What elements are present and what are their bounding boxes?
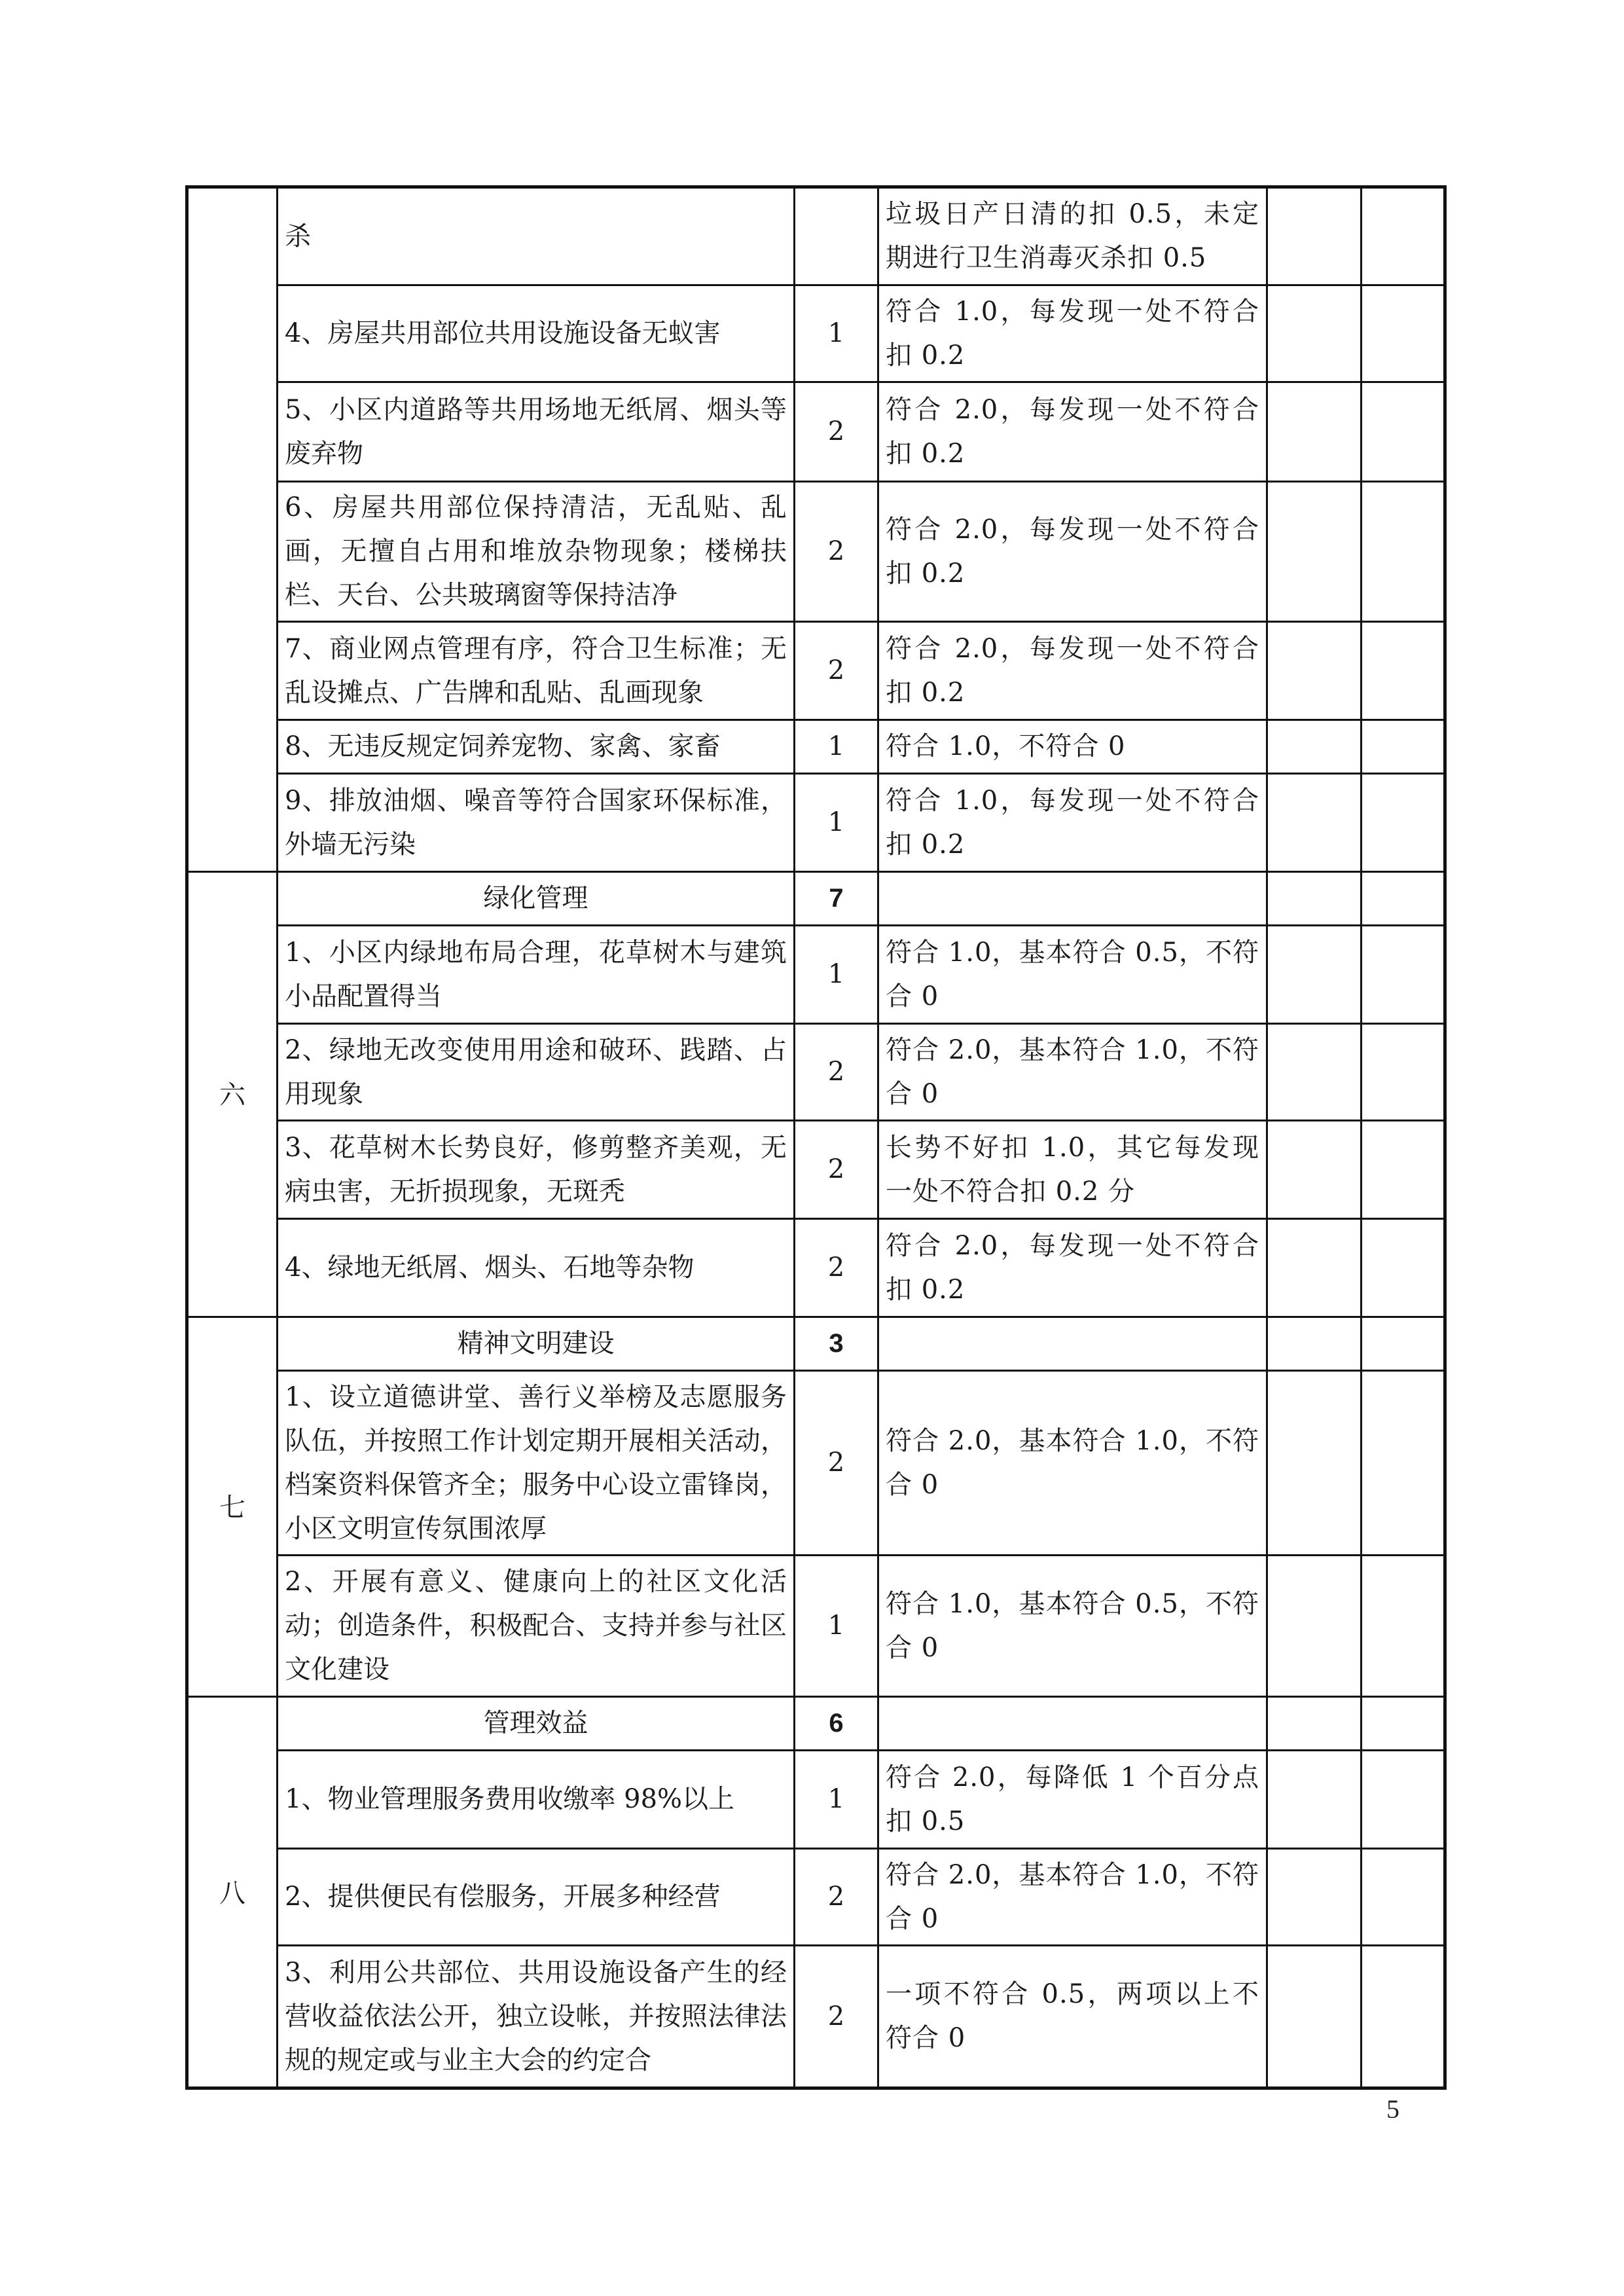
table-row (187, 926, 1445, 1024)
standard-cell-empty (878, 872, 1267, 926)
remarks-cell (1362, 1751, 1445, 1849)
section-row (187, 1317, 1445, 1371)
item-description: 杀 (278, 187, 795, 285)
remarks-cell (1362, 720, 1445, 774)
standard-cell-empty (878, 1697, 1267, 1751)
item-description: 2、绿地无改变使用用途和破环、践踏、占用现象 (278, 1024, 795, 1121)
table-row (187, 1849, 1445, 1946)
scoring-standard: 符合 2.0，每发现一处不符合扣 0.2 (878, 382, 1267, 482)
evaluation-cell (1267, 926, 1362, 1024)
table-row (187, 382, 1445, 482)
evaluation-cell (1267, 1849, 1362, 1946)
table-row (187, 1946, 1445, 2088)
scoring-standard: 符合 2.0，每发现一处不符合扣 0.2 (878, 1219, 1267, 1317)
item-description: 5、小区内道路等共用场地无纸屑、烟头等废弃物 (278, 382, 795, 482)
evaluation-cell (1267, 187, 1362, 285)
item-description: 1、物业管理服务费用收缴率 98%以上 (278, 1751, 795, 1849)
table-row (187, 1371, 1445, 1556)
evaluation-cell (1267, 1317, 1362, 1371)
evaluation-cell (1267, 1697, 1362, 1751)
scoring-standard: 符合 2.0，每发现一处不符合扣 0.2 (878, 622, 1267, 720)
table-row (187, 1556, 1445, 1697)
evaluation-cell (1267, 774, 1362, 872)
remarks-cell (1362, 1121, 1445, 1219)
remarks-cell (1362, 1219, 1445, 1317)
remarks-cell (1362, 1946, 1445, 2088)
item-score: 2 (795, 1946, 878, 2088)
section-title: 绿化管理 (278, 872, 795, 926)
scoring-standard: 符合 1.0，每发现一处不符合扣 0.2 (878, 774, 1267, 872)
evaluation-cell (1267, 720, 1362, 774)
page-number: 5 (1386, 2094, 1399, 2124)
scoring-standard: 符合 2.0，基本符合 1.0，不符合 0 (878, 1371, 1267, 1556)
scoring-standard: 符合 2.0，每降低 1 个百分点扣 0.5 (878, 1751, 1267, 1849)
section-number: 八 (187, 1697, 278, 2088)
item-score: 2 (795, 1121, 878, 1219)
evaluation-cell (1267, 622, 1362, 720)
scoring-table (185, 185, 1447, 2090)
scoring-standard: 符合 2.0，基本符合 1.0，不符合 0 (878, 1024, 1267, 1121)
remarks-cell (1362, 1317, 1445, 1371)
item-score: 1 (795, 285, 878, 382)
item-score: 2 (795, 1371, 878, 1556)
item-score: 1 (795, 774, 878, 872)
document-page (185, 185, 1443, 2090)
item-score: 2 (795, 1219, 878, 1317)
section-row (187, 872, 1445, 926)
evaluation-cell (1267, 285, 1362, 382)
remarks-cell (1362, 382, 1445, 482)
evaluation-cell (1267, 482, 1362, 622)
item-description: 7、商业网点管理有序，符合卫生标准；无乱设摊点、广告牌和乱贴、乱画现象 (278, 622, 795, 720)
remarks-cell (1362, 1697, 1445, 1751)
item-score: 1 (795, 720, 878, 774)
remarks-cell (1362, 1371, 1445, 1556)
item-description: 3、花草树木长势良好，修剪整齐美观，无病虫害，无折损现象，无斑秃 (278, 1121, 795, 1219)
remarks-cell (1362, 1849, 1445, 1946)
section-number: 七 (187, 1317, 278, 1697)
item-description: 6、房屋共用部位保持清洁，无乱贴、乱画，无擅自占用和堆放杂物现象；楼梯扶栏、天台、公共玻璃窗等保持洁净 (278, 482, 795, 622)
item-score (795, 187, 878, 285)
remarks-cell (1362, 622, 1445, 720)
scoring-table-body (187, 187, 1445, 2088)
section-title: 精神文明建设 (278, 1317, 795, 1371)
evaluation-cell (1267, 1024, 1362, 1121)
item-description: 1、小区内绿地布局合理，花草树木与建筑小品配置得当 (278, 926, 795, 1024)
scoring-standard: 符合 2.0，每发现一处不符合扣 0.2 (878, 482, 1267, 622)
evaluation-cell (1267, 382, 1362, 482)
evaluation-cell (1267, 1371, 1362, 1556)
table-row (187, 482, 1445, 622)
table-row (187, 187, 1445, 285)
table-row (187, 720, 1445, 774)
item-score: 1 (795, 1751, 878, 1849)
item-score: 2 (795, 482, 878, 622)
standard-cell-empty (878, 1317, 1267, 1371)
table-row (187, 622, 1445, 720)
section-score: 6 (795, 1697, 878, 1751)
evaluation-cell (1267, 1751, 1362, 1849)
table-row (187, 1751, 1445, 1849)
section-score: 3 (795, 1317, 878, 1371)
item-description: 9、排放油烟、噪音等符合国家环保标准，外墙无污染 (278, 774, 795, 872)
scoring-standard: 符合 1.0，基本符合 0.5，不符合 0 (878, 926, 1267, 1024)
item-description: 1、设立道德讲堂、善行义举榜及志愿服务队伍，并按照工作计划定期开展相关活动，档案资料保管齐全；服务中心设立雷锋岗，小区文明宣传氛围浓厚 (278, 1371, 795, 1556)
remarks-cell (1362, 1556, 1445, 1697)
scoring-standard: 长势不好扣 1.0，其它每发现一处不符合扣 0.2 分 (878, 1121, 1267, 1219)
section-number: 六 (187, 872, 278, 1317)
evaluation-cell (1267, 872, 1362, 926)
remarks-cell (1362, 187, 1445, 285)
remarks-cell (1362, 285, 1445, 382)
remarks-cell (1362, 1024, 1445, 1121)
table-row (187, 1121, 1445, 1219)
item-score: 2 (795, 1849, 878, 1946)
item-description: 2、开展有意义、健康向上的社区文化活动；创造条件，积极配合、支持并参与社区文化建设 (278, 1556, 795, 1697)
item-score: 2 (795, 622, 878, 720)
scoring-standard: 符合 1.0，每发现一处不符合扣 0.2 (878, 285, 1267, 382)
table-row (187, 1219, 1445, 1317)
remarks-cell (1362, 774, 1445, 872)
evaluation-cell (1267, 1946, 1362, 2088)
item-description: 8、无违反规定饲养宠物、家禽、家畜 (278, 720, 795, 774)
table-row (187, 1024, 1445, 1121)
section-title: 管理效益 (278, 1697, 795, 1751)
scoring-standard: 垃圾日产日清的扣 0.5，未定期进行卫生消毒灭杀扣 0.5 (878, 187, 1267, 285)
evaluation-cell (1267, 1121, 1362, 1219)
evaluation-cell (1267, 1556, 1362, 1697)
item-score: 1 (795, 926, 878, 1024)
section-number (187, 187, 278, 872)
section-row (187, 1697, 1445, 1751)
item-description: 4、房屋共用部位共用设施设备无蚁害 (278, 285, 795, 382)
item-description: 3、利用公共部位、共用设施设备产生的经营收益依法公开，独立设帐，并按照法律法规的规定或与业主大会的约定合 (278, 1946, 795, 2088)
scoring-standard: 符合 1.0，基本符合 0.5，不符合 0 (878, 1556, 1267, 1697)
evaluation-cell (1267, 1219, 1362, 1317)
item-score: 1 (795, 1556, 878, 1697)
item-score: 2 (795, 1024, 878, 1121)
item-score: 2 (795, 382, 878, 482)
scoring-standard: 符合 1.0，不符合 0 (878, 720, 1267, 774)
item-description: 4、绿地无纸屑、烟头、石地等杂物 (278, 1219, 795, 1317)
scoring-standard: 符合 2.0，基本符合 1.0，不符合 0 (878, 1849, 1267, 1946)
section-score: 7 (795, 872, 878, 926)
table-row (187, 285, 1445, 382)
item-description: 2、提供便民有偿服务，开展多种经营 (278, 1849, 795, 1946)
remarks-cell (1362, 872, 1445, 926)
table-row (187, 774, 1445, 872)
scoring-standard: 一项不符合 0.5，两项以上不符合 0 (878, 1946, 1267, 2088)
remarks-cell (1362, 926, 1445, 1024)
remarks-cell (1362, 482, 1445, 622)
